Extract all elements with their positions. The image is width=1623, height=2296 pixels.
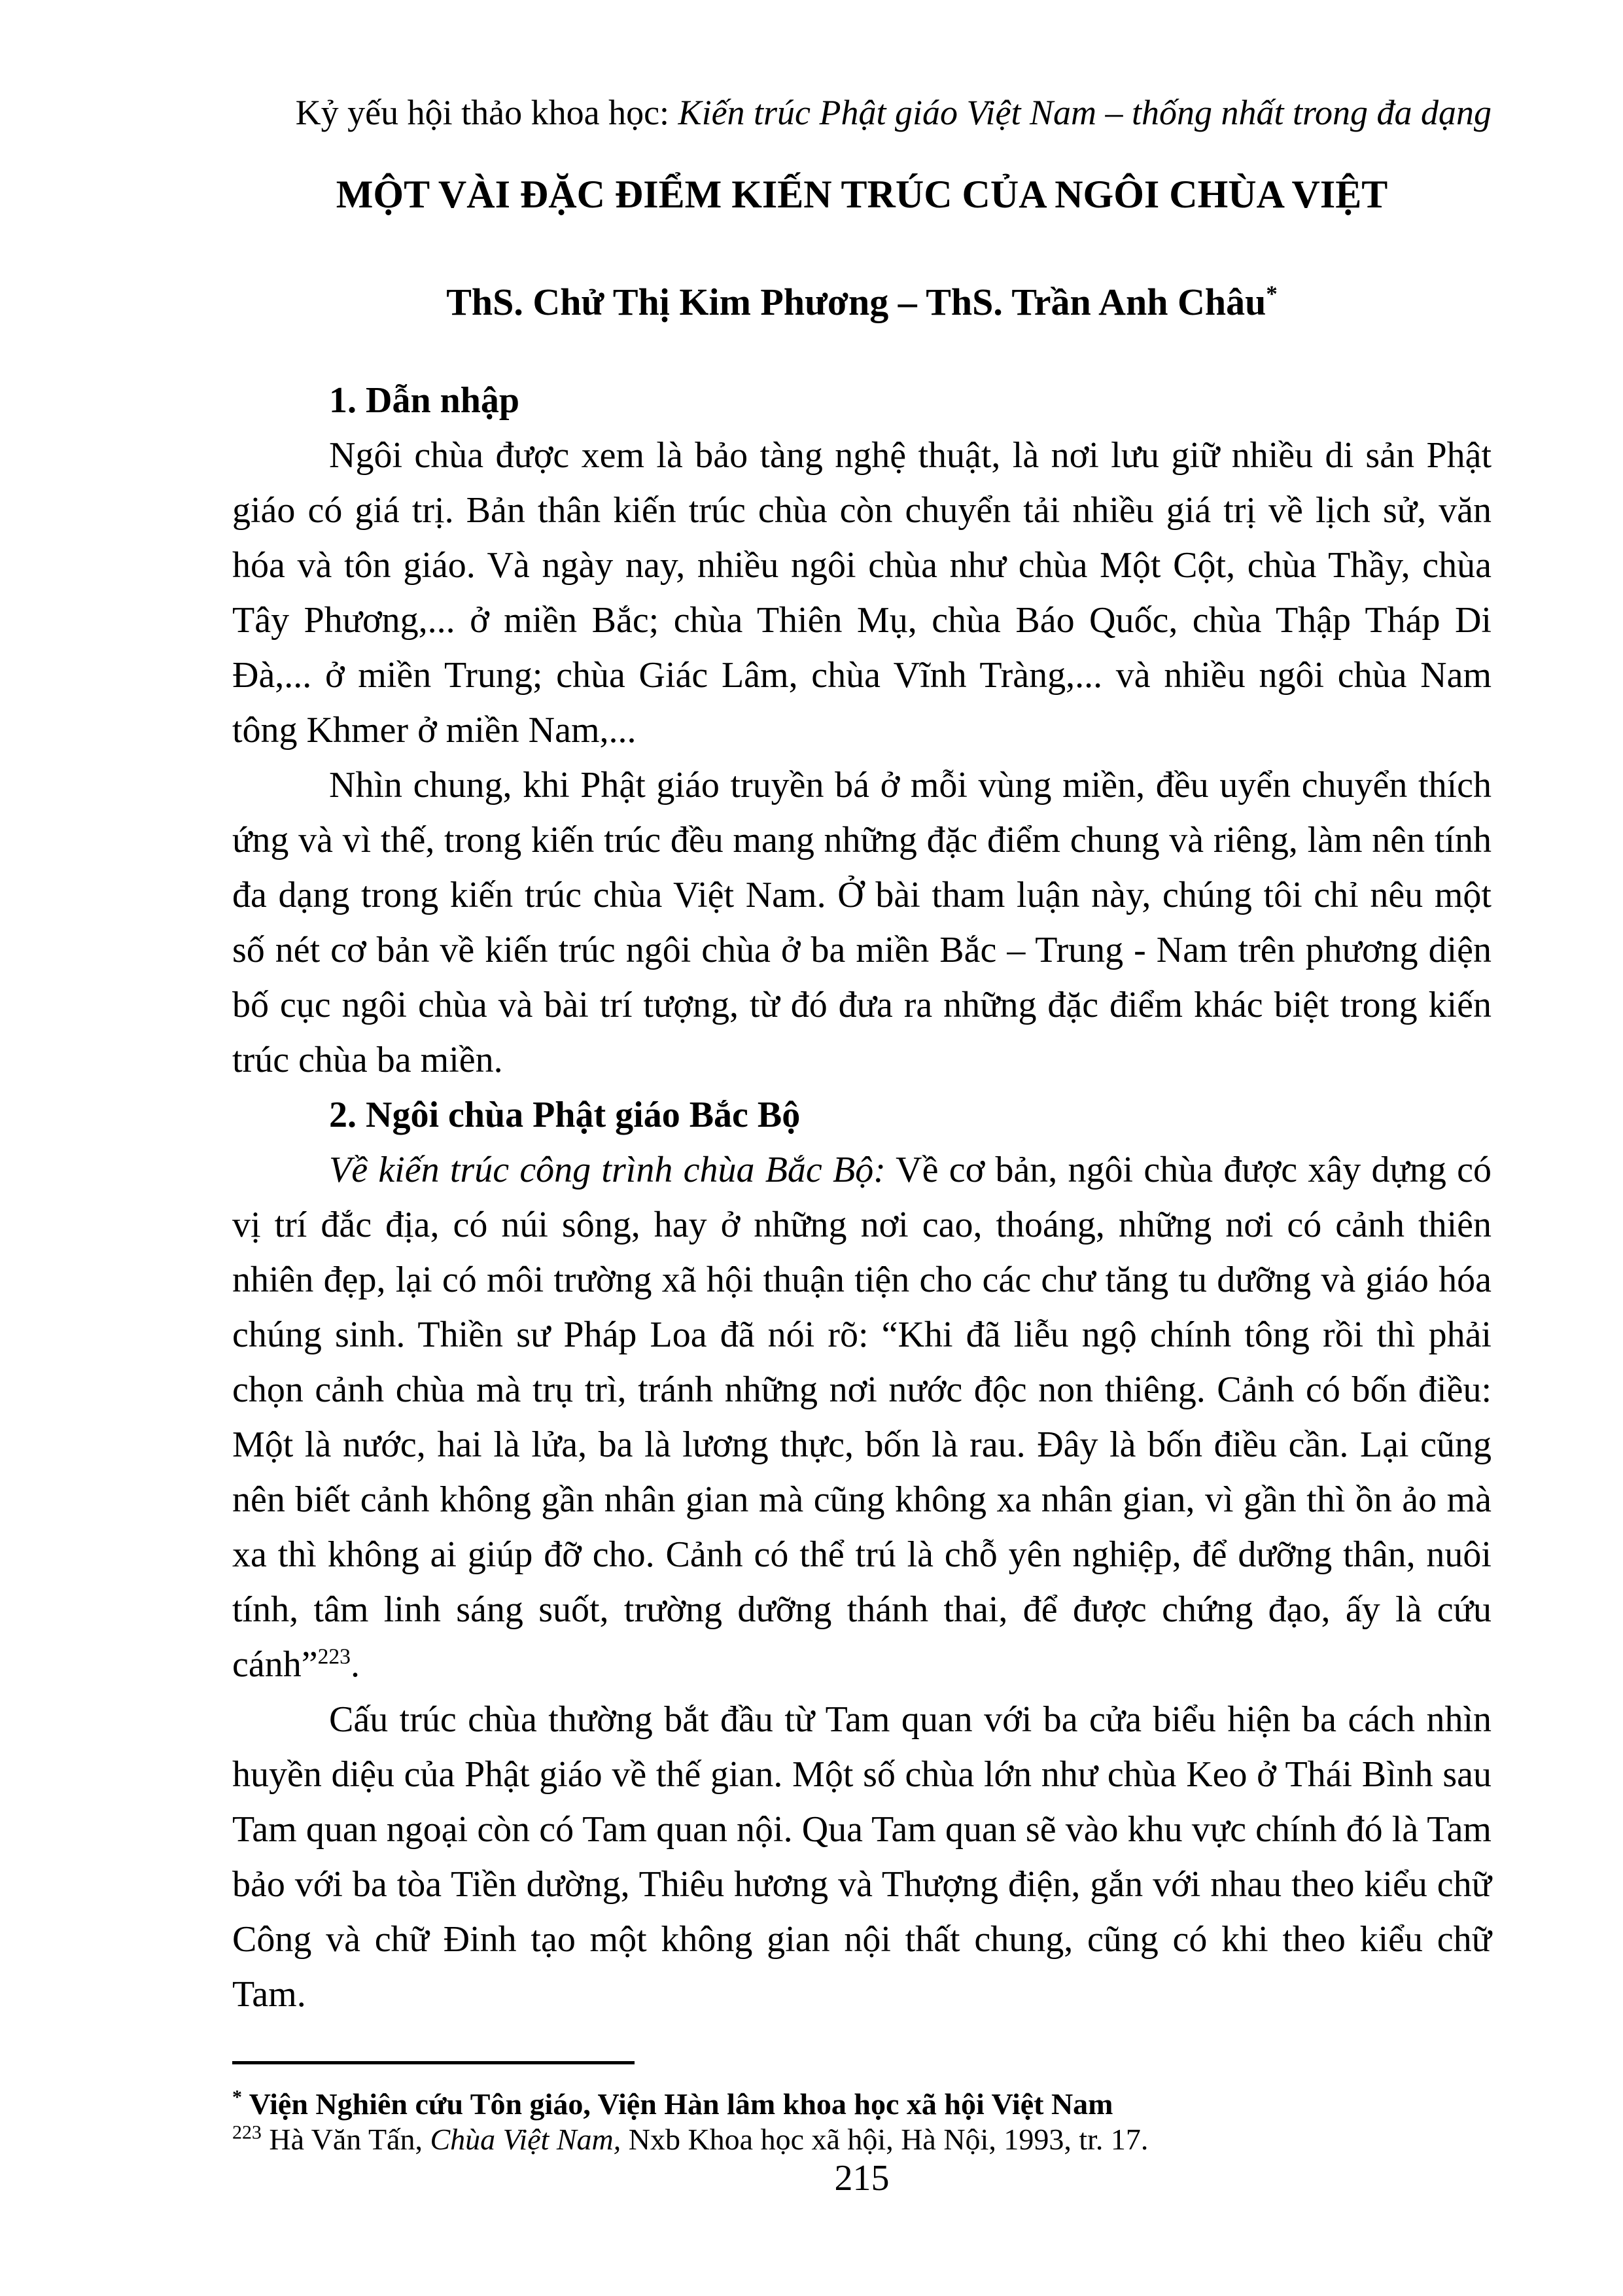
authors-line — [232, 279, 1492, 326]
section-1-heading: 1. Dẫn nhập — [329, 380, 520, 421]
section-2-paragraph-1-end: . — [350, 1644, 360, 1685]
footnote-223 — [232, 2122, 1492, 2157]
section-2-paragraph-2: Cấu trúc chùa thường bắt đầu từ Tam quan với ba cửa biểu hiện ba cách nhìn huyền diệu của Phật giáo về thế gian. Một số chùa lớn như chùa Keo ở Thái Bình sau Tam quan ngoại còn có Tam quan nội. Qua Tam quan sẽ vào khu vực chính đó là Tam bảo với ba tòa Tiền dường, Thiêu hương và Thượng điện, gắn với nhau theo kiểu chữ Công và chữ Đinh tạo một không gian nội thất chung, cũng có khi theo kiểu chữ Tam. — [232, 1699, 1492, 2015]
footnote-author-affiliation-text: Viện Nghiên cứu Tôn giáo, Viện Hàn lâm khoa học xã hội Việt Nam — [241, 2087, 1113, 2121]
footnote-asterisk-marker: * — [232, 2086, 242, 2108]
authors-names: ThS. Chử Thị Kim Phương – ThS. Trần Anh Châu — [446, 281, 1266, 323]
section-2-paragraph-1-body: Về cơ bản, ngôi chùa được xây dựng có vị trí đắc địa, có núi sông, hay ở những nơi cao, thoáng, những nơi có cảnh thiên nhiên đẹp, lại có môi trường xã hội thuận tiện cho các chư tăng tu dưỡng và giáo hóa chúng sinh. Thiền sư Pháp Loa đã nói rõ: “Khi đã liễu ngộ chính tông rồi thì phải chọn cảnh chùa mà trụ trì, tránh những nơi nước độc non thiêng. Cảnh có bốn điều: Một là nước, hai là lửa, ba là lương thực, bốn là rau. Đây là bốn điều cần. Lại cũng nên biết cảnh không gần nhân gian mà cũng không xa nhân gian, vì gần thì ồn ảo mà xa thì không ai giúp đỡ cho. Cảnh có thể trú là chỗ yên nghiệp, để dưỡng thân, nuôi tính, tâm linh sáng suốt, trường dưỡng thánh thai, để được chứng đạo, ấy là cứu cánh” — [232, 1150, 1492, 1685]
page-number: 215 — [232, 2157, 1492, 2200]
section-2-paragraph-1-lead: Về kiến trúc công trình chùa Bắc Bộ: — [329, 1150, 886, 1190]
footnote-223-author: Hà Văn Tấn, — [261, 2123, 430, 2156]
footnote-223-marker: 223 — [232, 2121, 262, 2144]
footnote-separator-rule — [232, 2061, 635, 2064]
section-1-paragraph-2: Nhìn chung, khi Phật giáo truyền bá ở mỗi vùng miền, đều uyển chuyển thích ứng và vì thế, trong kiến trúc đều mang những đặc điểm chung và riêng, làm nên tính đa dạng trong kiến trúc chùa Việt Nam. Ở bài tham luận này, chúng tôi chỉ nêu một số nét cơ bản về kiến trúc ngôi chùa ở ba miền Bắc – Trung - Nam trên phương diện bố cục ngôi chùa và bài trí tượng, từ đó đưa ra những đặc điểm khác biệt trong kiến trúc chùa ba miền. — [232, 765, 1492, 1080]
footnote-223-reference: 223 — [317, 1644, 351, 1669]
article-body — [232, 373, 1492, 2022]
section-1-paragraph-1: Ngôi chùa được xem là bảo tàng nghệ thuật, là nơi lưu giữ nhiều di sản Phật giáo có giá trị. Bản thân kiến trúc chùa còn chuyển tải nhiều giá trị về lịch sử, văn hóa và tôn giáo. Và ngày nay, nhiều ngôi chùa như chùa Một Cột, chùa Thầy, chùa Tây Phương,... ở miền Bắc; chùa Thiên Mụ, chùa Báo Quốc, chùa Thập Tháp Di Đà,... ở miền Trung; chùa Giác Lâm, chùa Vĩnh Tràng,... và nhiều ngôi chùa Nam tông Khmer ở miền Nam,... — [232, 435, 1492, 751]
running-head — [232, 92, 1492, 133]
section-2-paragraph-1 — [232, 1142, 1492, 1692]
article-title: MỘT VÀI ĐẶC ĐIỂM KIẾN TRÚC CỦA NGÔI CHÙA VIỆT — [336, 173, 1388, 216]
footnote-author-affiliation — [232, 2087, 1492, 2122]
section-2-heading: 2. Ngôi chùa Phật giáo Bắc Bộ — [329, 1095, 801, 1135]
running-head-prefix: Kỷ yếu hội thảo khoa học: — [295, 93, 678, 132]
authors-affiliation-marker: * — [1266, 281, 1278, 307]
footnote-223-publisher: Nxb Khoa học xã hội, Hà Nội, 1993, tr. 17. — [621, 2123, 1149, 2156]
running-head-proceedings-title: Kiến trúc Phật giáo Việt Nam – thống nhất trong đa dạng — [678, 93, 1492, 132]
footnote-223-book-title: Chùa Việt Nam, — [430, 2123, 621, 2156]
footnote-area — [232, 2061, 1492, 2157]
